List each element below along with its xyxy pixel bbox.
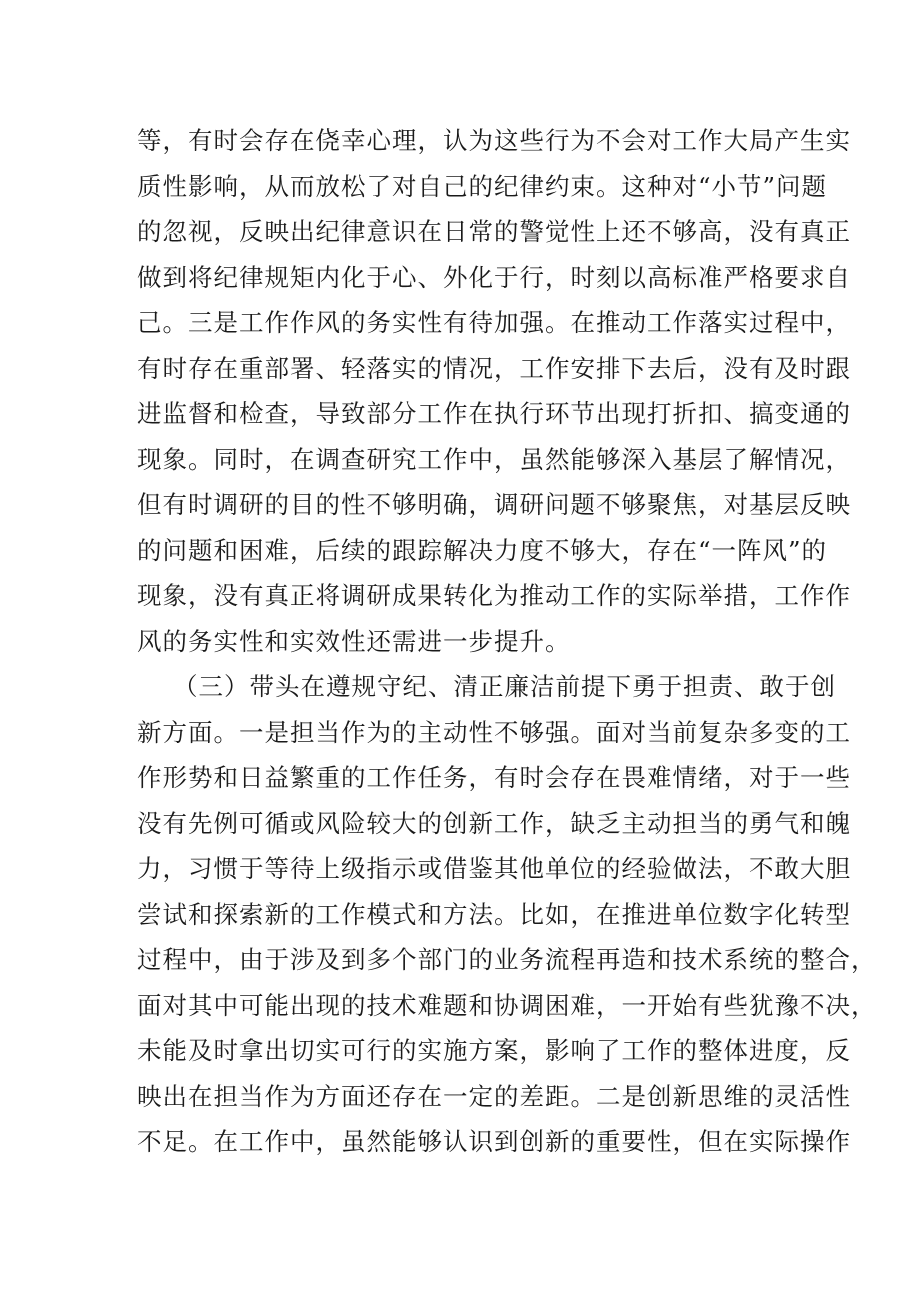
text-line: 做到将纪律规矩内化于心、外化于行，时刻以高标准严格要求自 [137, 262, 851, 292]
text-line: 己。三是工作作风的务实性有待加强。在推动工作落实过程中， [137, 308, 851, 337]
text-line: 作形势和日益繁重的工作任务，有时会存在畏难情绪，对于一些 [137, 763, 851, 792]
text-line: 风的务实性和实效性还需进一步提升。 [137, 626, 571, 656]
body-text [137, 118, 877, 1165]
text-line: 现象。同时，在调查研究工作中，虽然能够深入基层了解情况， [137, 444, 851, 474]
text-line: 过程中，由于涉及到多个部门的业务流程再造和技术系统的整合， [137, 945, 877, 974]
text-line: 等，有时会存在侥幸心理，认为这些行为不会对工作大局产生实 [137, 126, 851, 155]
text-line: 尝试和探索新的工作模式和方法。比如，在推进单位数字化转型 [137, 899, 851, 929]
text-line: 映出在担当作为方面还存在一定的差距。二是创新思维的灵活性 [137, 1081, 851, 1111]
text-line: 质性影响，从而放松了对自己的纪律约束。这种对“小节”问题 [137, 171, 828, 201]
text-line: 新方面。一是担当作为的主动性不够强。面对当前复杂多变的工 [137, 717, 851, 747]
text-line: 现象，没有真正将调研成果转化为推动工作的实际举措，工作作 [137, 581, 851, 610]
text-line: 进监督和检查，导致部分工作在执行环节出现打折扣、搞变通的 [137, 399, 851, 428]
text-line: 但有时调研的目的性不够明确，调研问题不够聚焦，对基层反映 [137, 490, 851, 519]
text-line: 力，习惯于等待上级指示或借鉴其他单位的经验做法，不敢大胆 [137, 854, 851, 883]
text-line: 没有先例可循或风险较大的创新工作，缺乏主动担当的勇气和魄 [137, 808, 851, 838]
text-line: 有时存在重部署、轻落实的情况，工作安排下去后，没有及时跟 [137, 353, 851, 383]
text-line: 的忽视，反映出纪律意识在日常的警觉性上还不够高，没有真正 [137, 217, 851, 246]
text-line: 不足。在工作中，虽然能够认识到创新的重要性，但在实际操作 [137, 1127, 851, 1156]
text-line: 未能及时拿出切实可行的实施方案，影响了工作的整体进度，反 [137, 1036, 851, 1065]
text-line: 的问题和困难，后续的跟踪解决力度不够大，存在“一阵风”的 [137, 535, 828, 565]
text-line: 面对其中可能出现的技术难题和协调困难，一开始有些犹豫不决， [137, 990, 877, 1020]
section-heading-line: （三）带头在遵规守纪、清正廉洁前提下勇于担责、敢于创 [173, 672, 836, 701]
